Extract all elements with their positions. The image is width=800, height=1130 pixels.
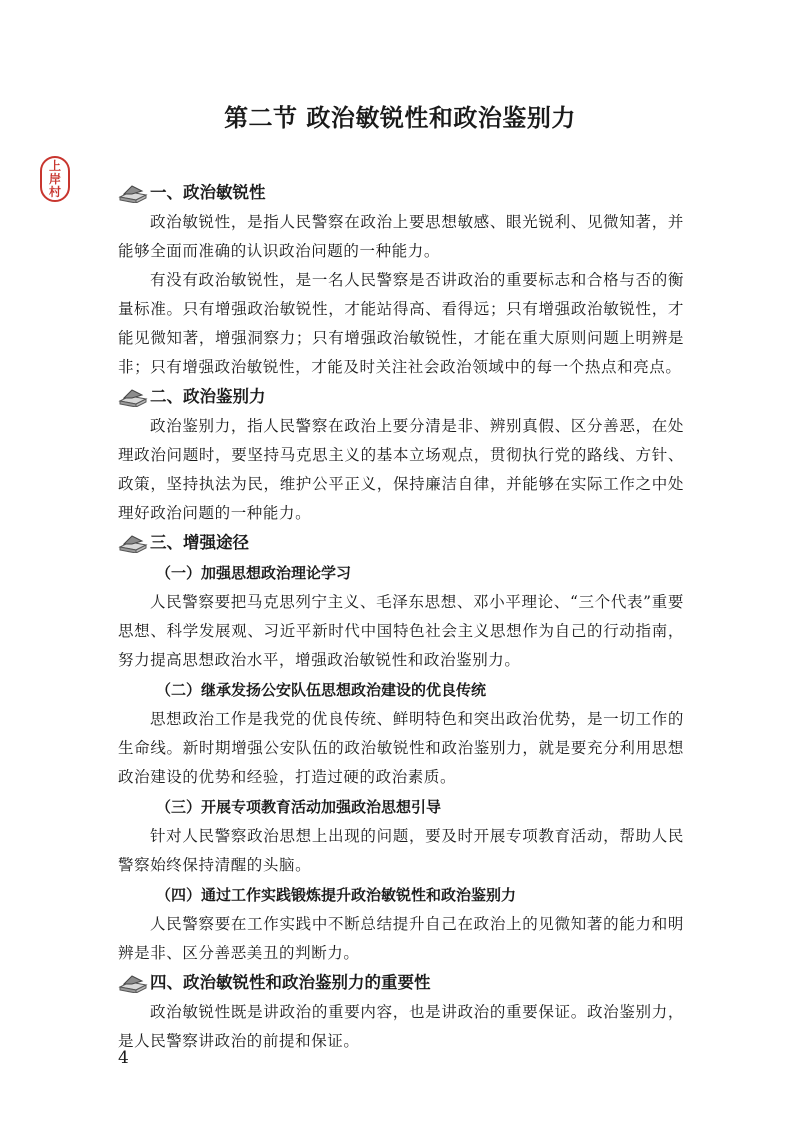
subsection-heading-3: （三）开展专项教育活动加强政治思想引导 xyxy=(156,798,442,816)
section-heading-text: 三、增强途径 xyxy=(150,533,249,552)
book-icon xyxy=(118,533,148,553)
section-heading-text: 四、政治敏锐性和政治鉴别力的重要性 xyxy=(150,973,431,992)
page-title: 第二节 政治敏锐性和政治鉴别力 xyxy=(224,104,576,132)
book-icon xyxy=(118,973,148,993)
paragraph: 人民警察要在工作实践中不断总结提升自己在政治上的见微知著的能力和明辨是非、区分善恶美丑的判断力。 xyxy=(118,915,684,962)
paragraph: 政治敏锐性既是讲政治的重要内容，也是讲政治的重要保证。政治鉴别力，是人民警察讲政治的前提和保证。 xyxy=(118,1003,684,1050)
seal-stamp xyxy=(40,156,70,202)
paragraph: 政治敏锐性，是指人民警察在政治上要思想敏感、眼光锐利、见微知著，并能够全面而准确的认识政治问题的一种能力。 xyxy=(118,213,684,260)
section-heading-1 xyxy=(118,178,684,208)
section-heading-text: 一、政治敏锐性 xyxy=(150,183,266,202)
section-heading-text: 二、政治鉴别力 xyxy=(150,387,266,406)
paragraph: 政治鉴别力，指人民警察在政治上要分清是非、辨别真假、区分善恶，在处理政治问题时，要坚持马克思主义的基本立场观点，贯彻执行党的路线、方针、政策，坚持执法为民，维护公平正义，保持廉洁自律，并能够在实际工作之中处理好政治问题的一种能力。 xyxy=(118,417,684,522)
section-heading-3 xyxy=(118,528,684,558)
book-icon xyxy=(118,387,148,407)
paragraph: 有没有政治敏锐性，是一名人民警察是否讲政治的重要标志和合格与否的衡量标准。只有增强政治敏锐性，才能站得高、看得远；只有增强政治敏锐性，才能见微知著，增强洞察力；只有增强政治敏锐性，才能在重大原则问题上明辨是非；只有增强政治敏锐性，才能及时关注社会政治领域中的每一个热点和亮点。 xyxy=(118,271,684,376)
section-heading-2 xyxy=(118,382,684,412)
subsection-heading-2: （二）继承发扬公安队伍思想政治建设的优良传统 xyxy=(156,681,487,699)
section-heading-4 xyxy=(118,968,684,998)
seal-char-3: 村 xyxy=(48,184,61,199)
paragraph: 人民警察要把马克思列宁主义、毛泽东思想、邓小平理论、“三个代表”重要思想、科学发展观、习近平新时代中国特色社会主义思想作为自己的行动指南，努力提高思想政治水平，增强政治敏锐性和政治鉴别力。 xyxy=(118,593,684,669)
main-content xyxy=(118,178,684,1056)
subsection-heading-4: （四）通过工作实践锻炼提升政治敏锐性和政治鉴别力 xyxy=(156,886,517,904)
seal-char-1: 上 xyxy=(48,158,61,173)
book-icon xyxy=(118,183,148,203)
page-number: 4 xyxy=(118,1048,129,1068)
paragraph: 针对人民警察政治思想上出现的问题，要及时开展专项教育活动，帮助人民警察始终保持清醒的头脑。 xyxy=(118,827,684,874)
paragraph: 思想政治工作是我党的优良传统、鲜明特色和突出政治优势，是一切工作的生命线。新时期增强公安队伍的政治敏锐性和政治鉴别力，就是要充分利用思想政治建设的优势和经验，打造过硬的政治素质。 xyxy=(118,710,684,786)
seal-char-2: 岸 xyxy=(48,171,61,186)
subsection-heading-1: （一）加强思想政治理论学习 xyxy=(156,564,352,582)
